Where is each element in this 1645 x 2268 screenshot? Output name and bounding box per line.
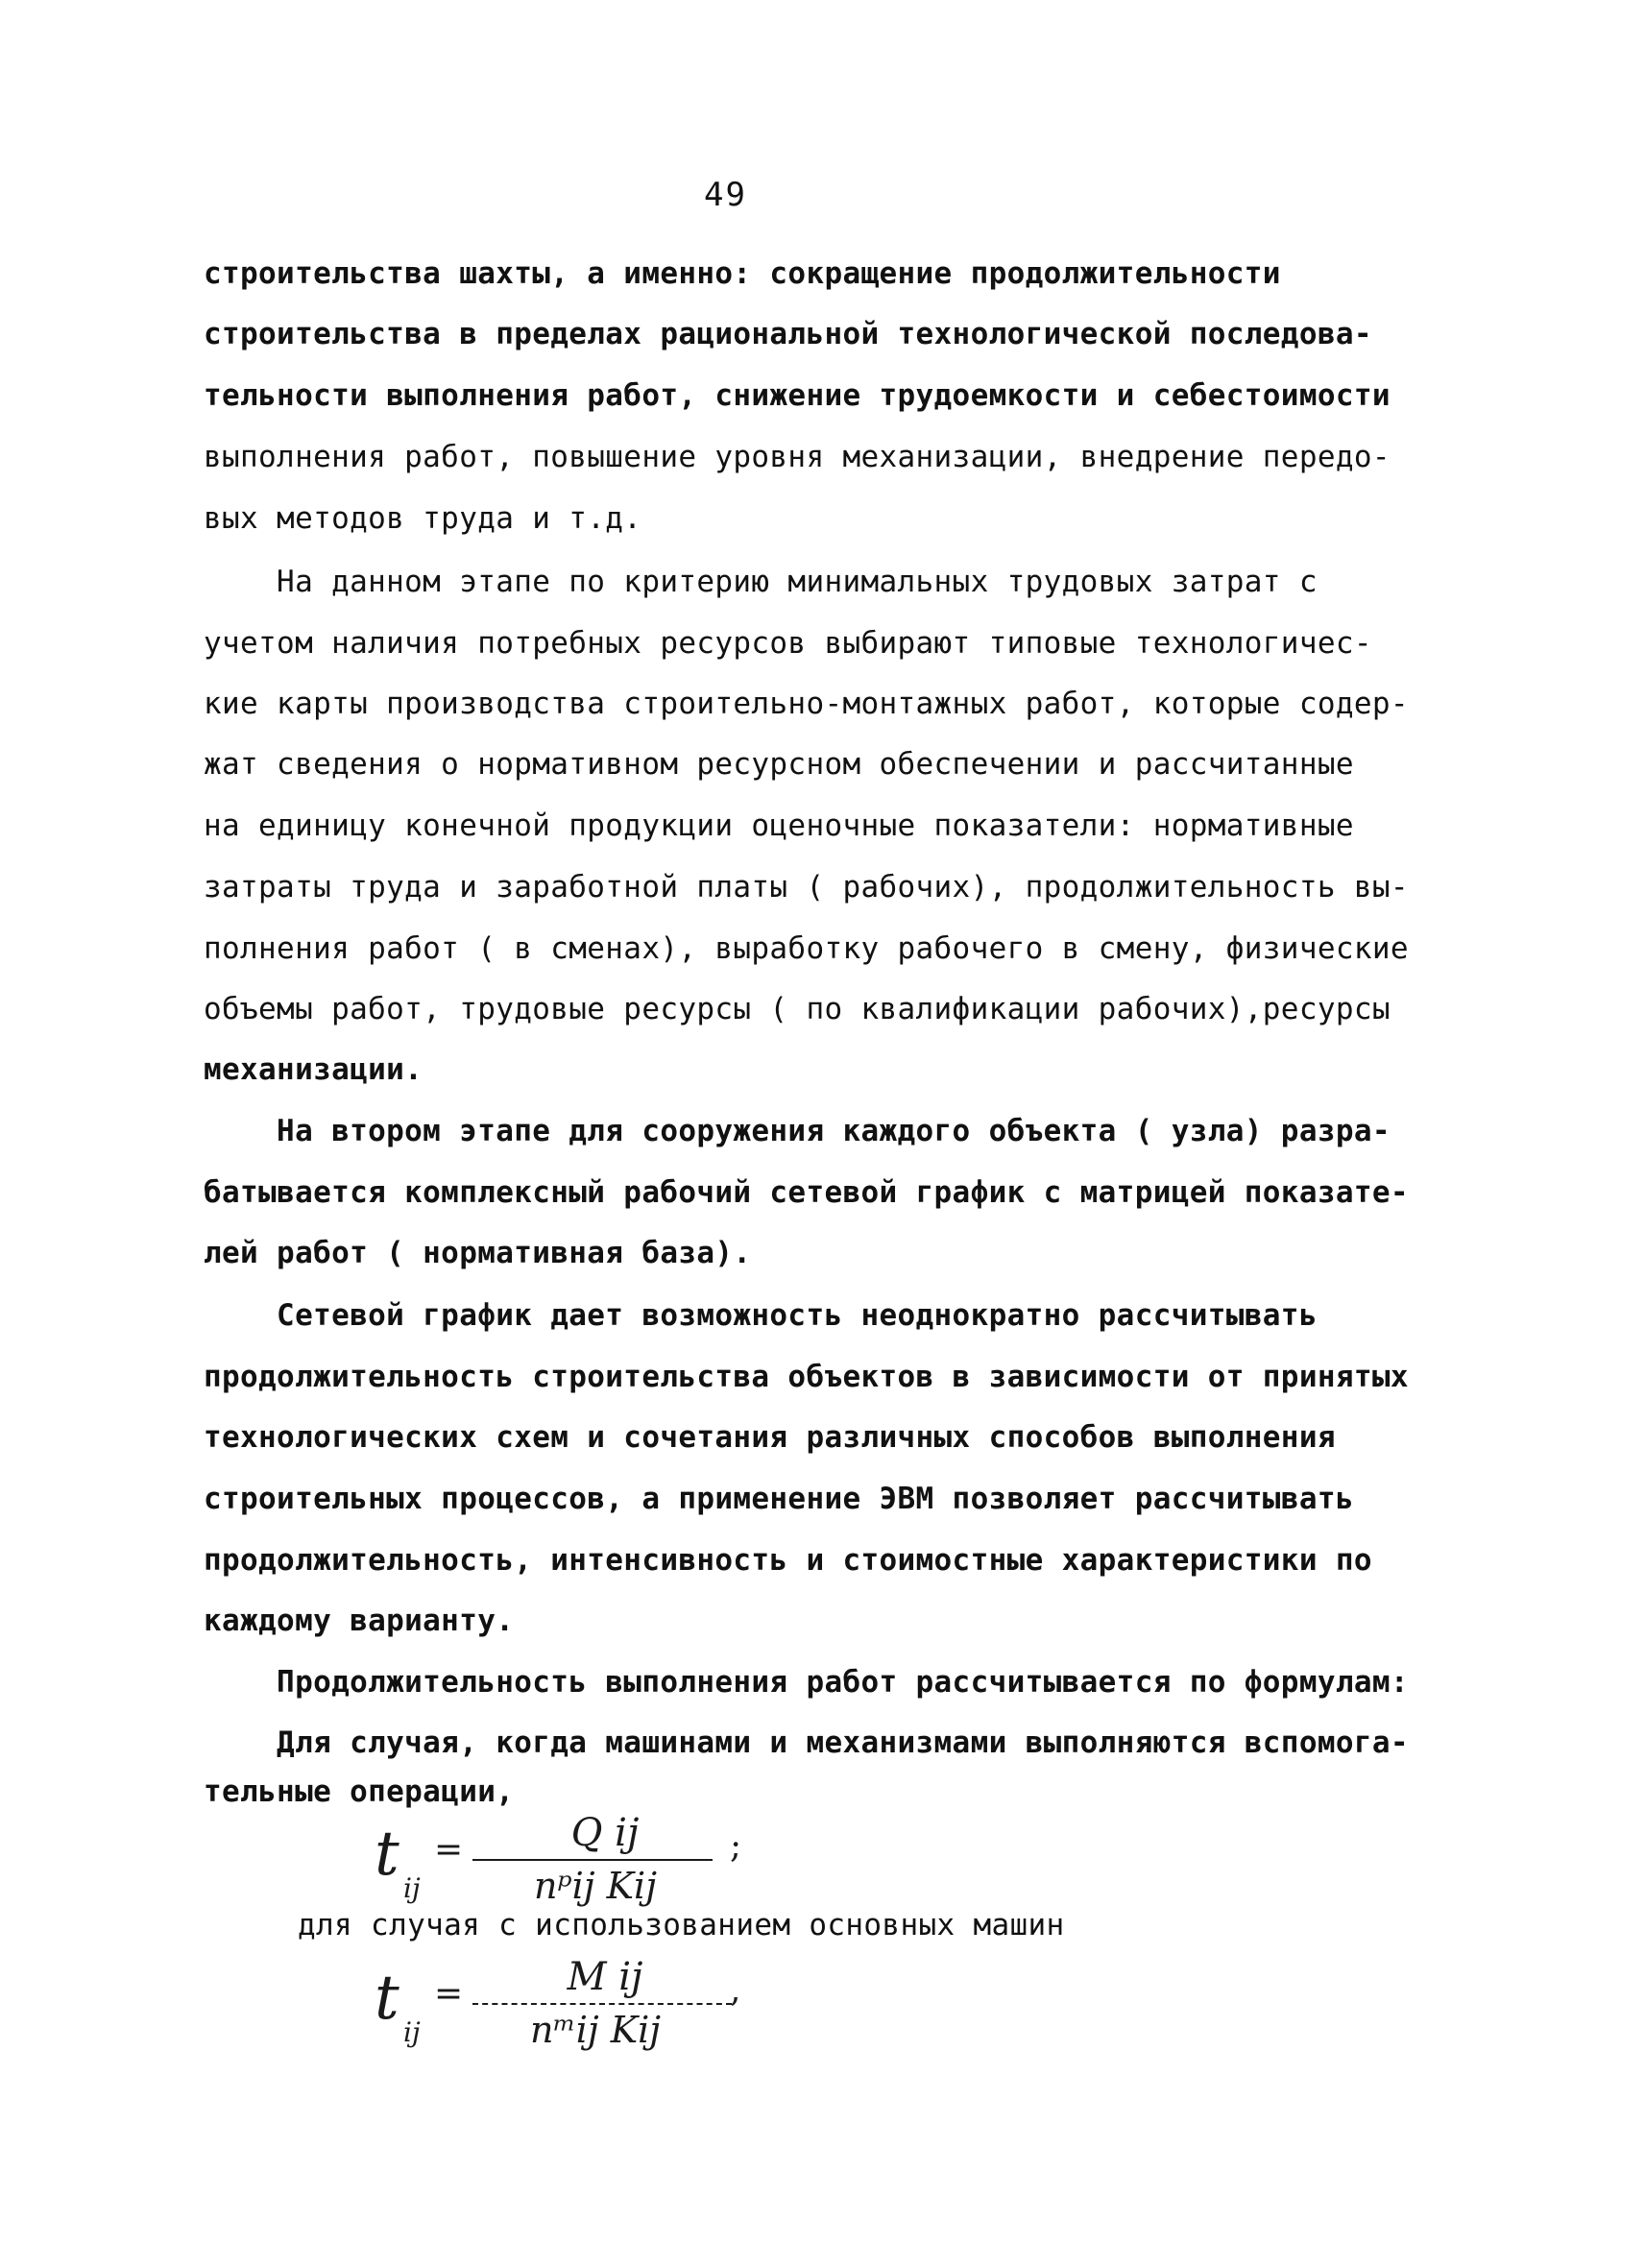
formula-equals: = <box>434 1974 464 2014</box>
text-line: лей работ ( нормативная база). <box>204 1236 752 1270</box>
text-line: механизации. <box>204 1052 423 1087</box>
text-line: каждому варианту. <box>204 1604 515 1638</box>
fraction-bar <box>472 2003 732 2005</box>
text-line: строительства в пределах рациональной технологической последова- <box>204 317 1372 351</box>
formula-equals: = <box>434 1830 464 1870</box>
formula-numerator: Q ij <box>570 1811 640 1855</box>
text-line: тельности выполнения работ, снижение трудоемкости и себестоимости <box>204 378 1391 413</box>
text-line: вых методов труда и т.д. <box>204 501 642 536</box>
text-line: Для случая, когда машинами и механизмами выполняются вспомога- <box>204 1725 1409 1760</box>
text-line: жат сведения о нормативном ресурсном обеспечении и рассчитанные <box>204 747 1354 782</box>
text-line: выполнения работ, повышение уровня механизации, внедрение передо- <box>204 440 1391 474</box>
formula-punctuation: , <box>730 1970 741 2010</box>
text-line: продолжительность, интенсивность и стоимостные характеристики по <box>204 1543 1372 1578</box>
text-line: батывается комплексный рабочий сетевой график с матрицей показате- <box>204 1175 1409 1210</box>
text-line: на единицу конечной продукции оценочные показатели: нормативные <box>204 808 1354 843</box>
text-line: затраты труда и заработной платы ( рабочих), продолжительность вы- <box>204 870 1409 905</box>
formula-lhs-subscript: ij <box>403 1872 421 1904</box>
text-line: строительства шахты, а именно: сокращение продолжительности <box>204 256 1281 291</box>
text-line: объемы работ, трудовые ресурсы ( по квалификации рабочих),ресурсы <box>204 992 1391 1026</box>
formula-lhs-subscript: ij <box>403 2016 421 2048</box>
formula-punctuation: ; <box>730 1826 742 1866</box>
text-line: технологических схем и сочетания различных способов выполнения <box>204 1420 1336 1455</box>
text-line: для случая с использованием основных машин <box>298 1908 1065 1942</box>
formula-denominator: nᵖij Kij <box>533 1865 657 1907</box>
page-number: 49 <box>704 176 747 214</box>
text-line: кие карты производства строительно-монтажных работ, которые содер- <box>204 687 1409 721</box>
text-line: На втором этапе для сооружения каждого объекта ( узла) разра- <box>204 1114 1391 1148</box>
text-line: На данном этапе по критерию минимальных трудовых затрат с <box>204 565 1318 599</box>
formula-numerator: M ij <box>567 1955 643 1999</box>
formula-main-machines <box>365 1949 768 2064</box>
formula-lhs: t <box>375 1819 399 1890</box>
formula-auxiliary-operations <box>365 1805 768 1920</box>
text-line: тельные операции, <box>204 1774 515 1809</box>
formula-lhs: t <box>375 1963 399 2034</box>
text-line: продолжительность строительства объектов в зависимости от принятых <box>204 1360 1409 1394</box>
text-line: строительных процессов, а применение ЭВМ позволяет рассчитывать <box>204 1482 1354 1516</box>
fraction-bar <box>472 1859 713 1861</box>
text-line: Сетевой график дает возможность неоднократно рассчитывать <box>204 1298 1318 1333</box>
formula-denominator: nᵐij Kij <box>529 2009 662 2051</box>
text-line: полнения работ ( в сменах), выработку рабочего в смену, физические <box>204 931 1409 966</box>
text-line: учетом наличия потребных ресурсов выбирают типовые технологичес- <box>204 626 1372 661</box>
text-line: Продолжительность выполнения работ рассчитывается по формулам: <box>204 1665 1409 1700</box>
